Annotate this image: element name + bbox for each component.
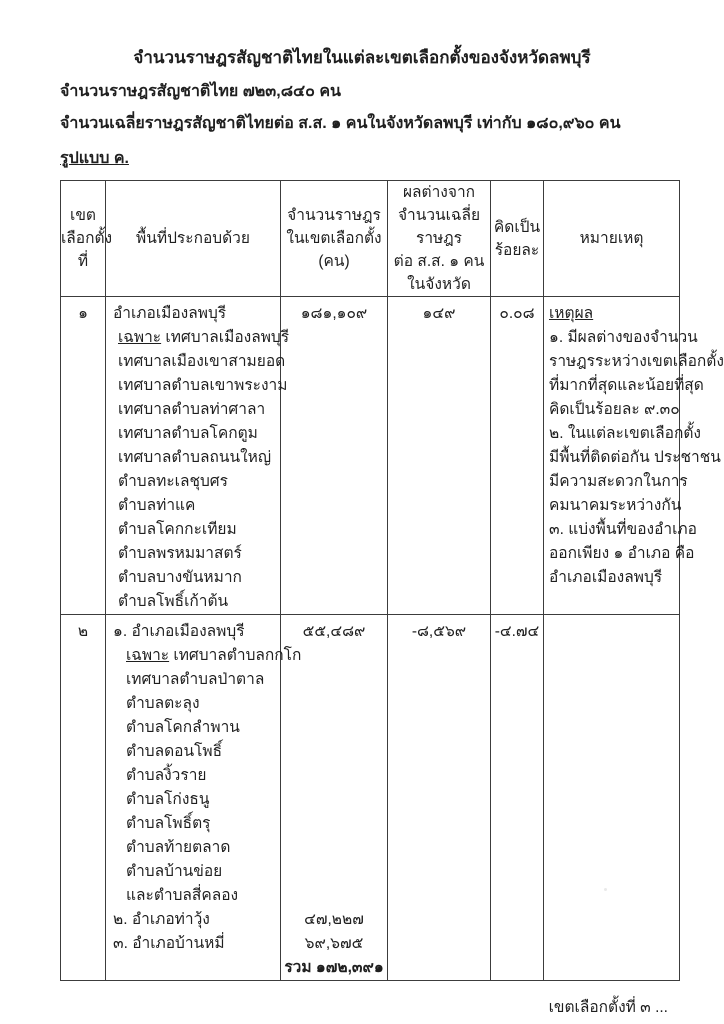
population-cell bbox=[281, 297, 388, 615]
remark-line: ราษฎรระหว่างเขตเลือกตั้ง bbox=[549, 353, 724, 370]
district-number: ๒ bbox=[77, 623, 89, 640]
area-line: ตำบลท่าแค bbox=[118, 497, 196, 514]
header-line: เลือกตั้ง bbox=[61, 230, 113, 247]
header-population bbox=[281, 181, 388, 297]
remark-line: ๑. มีผลต่างของจำนวน bbox=[549, 329, 698, 346]
remark-cell bbox=[544, 615, 680, 981]
difference-cell bbox=[388, 615, 491, 981]
percent-cell bbox=[491, 297, 544, 615]
area-line: เทศบาลตำบลโคกตูม bbox=[118, 425, 258, 442]
format-label: รูปแบบ ค. bbox=[60, 150, 129, 167]
table-row-district-2 bbox=[61, 615, 680, 981]
remark-line: ที่มากที่สุดและน้อยที่สุด bbox=[549, 377, 704, 394]
table-row-district-1 bbox=[61, 297, 680, 615]
percent-cell bbox=[491, 615, 544, 981]
area-line: ๓. อำเภอบ้านหมี่ bbox=[113, 935, 225, 952]
area-line: เฉพาะ เทศบาลเมืองลพบุรี bbox=[118, 329, 290, 346]
population-value bbox=[281, 788, 387, 812]
population-value bbox=[281, 668, 387, 692]
header-district-number bbox=[61, 181, 113, 297]
area-line: ตำบลโพธิ์เก้าต้น bbox=[118, 593, 229, 610]
header-line: เขต bbox=[70, 207, 96, 224]
district-number-cell bbox=[61, 615, 106, 981]
remark-cell bbox=[544, 297, 724, 615]
percent-value: -๔.๗๔ bbox=[494, 623, 540, 640]
area-line: อำเภอเมืองลพบุรี bbox=[113, 305, 227, 322]
population-value bbox=[281, 812, 387, 836]
area-line: เทศบาลตำบลป่าตาล bbox=[126, 671, 265, 688]
population-value bbox=[281, 740, 387, 764]
header-line: จำนวนราษฎร bbox=[287, 207, 381, 224]
election-district-table bbox=[60, 180, 724, 981]
area-line: ตำบลทะเลชุบศร bbox=[118, 473, 228, 490]
remark-line: ๓. แบ่งพื้นที่ของอำเภอ bbox=[549, 521, 697, 538]
population-value bbox=[281, 836, 387, 860]
header-line: (คน) bbox=[318, 253, 350, 270]
area-line: ตำบลบางขันหมาก bbox=[118, 569, 242, 586]
footer-note: เขตเลือกตั้งที่ ๓ ... bbox=[548, 999, 668, 1016]
population-value bbox=[281, 860, 387, 884]
header-line: จำนวนเฉลี่ย bbox=[397, 207, 481, 224]
district-number: ๑ bbox=[78, 305, 88, 322]
header-line: ที่ bbox=[77, 253, 89, 270]
area-line: เทศบาลเมืองเขาสามยอด bbox=[118, 353, 286, 370]
header-difference bbox=[388, 181, 491, 297]
header-line: พื้นที่ประกอบด้วย bbox=[136, 230, 250, 247]
district-number-cell bbox=[61, 297, 106, 615]
remark-line: ออกเพียง ๑ อำเภอ คือ bbox=[549, 545, 695, 562]
area-line: ตำบลพรหมมาสตร์ bbox=[118, 545, 242, 562]
remark-line: คมนาคมระหว่างกัน bbox=[549, 497, 682, 514]
header-line: หมายเหตุ bbox=[579, 230, 644, 247]
table-header-row bbox=[61, 181, 680, 297]
header-line: ผลต่างจาก bbox=[402, 184, 476, 201]
remark-line: มีความสะดวกในการ bbox=[549, 473, 688, 490]
area-line: ตำบลบ้านข่อย bbox=[126, 863, 223, 880]
population-value bbox=[281, 716, 387, 740]
area-line: เทศบาลตำบลเขาพระงาม bbox=[118, 377, 288, 394]
area-line: ตำบลโคกลำพาน bbox=[126, 719, 240, 736]
area-line: ตำบลโคกกะเทียม bbox=[118, 521, 237, 538]
difference-value: ๑๔๙ bbox=[422, 305, 456, 322]
percent-value: ๐.๐๘ bbox=[499, 305, 535, 322]
population-value: รวม ๑๗๒,๓๙๑ bbox=[284, 959, 384, 976]
population-value: ๑๘๑,๑๐๙ bbox=[300, 305, 368, 322]
area-line: เทศบาลตำบลถนนใหญ่ bbox=[118, 449, 272, 466]
population-value bbox=[281, 884, 387, 908]
header-line: ในจังหวัด bbox=[407, 276, 471, 293]
area-line: ตำบลดอนโพธิ์ bbox=[126, 743, 223, 760]
remark-line: เหตุผล bbox=[549, 305, 594, 322]
population-value: ๖๙,๖๗๕ bbox=[304, 935, 364, 952]
population-value: ๕๕,๔๘๙ bbox=[302, 623, 366, 640]
page-title: จำนวนราษฎรสัญชาติไทยในแต่ละเขตเลือกตั้งของจังหวัดลพบุรี bbox=[133, 48, 591, 67]
header-line: ราษฎร bbox=[416, 230, 462, 247]
difference-cell bbox=[388, 297, 491, 615]
average-population-line: จำนวนเฉลี่ยราษฎรสัญชาติไทยต่อ ส.ส. ๑ คนในจังหวัดลพบุรี เท่ากับ ๑๘๐,๙๖๐ คน bbox=[60, 115, 621, 132]
area-line: ตำบลโก่งธนู bbox=[126, 791, 210, 808]
scan-artifact bbox=[604, 888, 607, 891]
remark-line: อำเภอเมืองลพบุรี bbox=[549, 569, 663, 586]
total-population-line: จำนวนราษฎรสัญชาติไทย ๗๒๓,๘๔๐ คน bbox=[60, 83, 341, 100]
area-line: ๑. อำเภอเมืองลพบุรี bbox=[113, 623, 245, 640]
header-line: คิดเป็น bbox=[493, 218, 541, 236]
area-line: และตำบลสี่คลอง bbox=[126, 887, 239, 904]
remark-line: มีพื้นที่ติดต่อกัน ประชาชน bbox=[549, 449, 721, 466]
header-line: ในเขตเลือกตั้ง bbox=[286, 230, 382, 247]
population-value: ๔๗,๒๒๗ bbox=[304, 911, 364, 928]
header-remark bbox=[544, 181, 680, 297]
population-cell bbox=[281, 615, 388, 981]
areas-cell bbox=[106, 297, 290, 615]
area-line: เฉพาะ เทศบาลตำบลกกโก bbox=[126, 647, 302, 664]
remark-line: ๒. ในแต่ละเขตเลือกตั้ง bbox=[549, 425, 701, 442]
population-value bbox=[281, 692, 387, 716]
area-line: ตำบลท้ายตลาด bbox=[126, 839, 231, 856]
area-line: ตำบลงิ้วราย bbox=[126, 767, 207, 784]
area-line: ตำบลตะลุง bbox=[126, 695, 200, 712]
area-line: ๒. อำเภอท่าวุ้ง bbox=[113, 911, 210, 928]
header-areas bbox=[106, 181, 281, 297]
area-line: เทศบาลตำบลท่าศาลา bbox=[118, 401, 266, 418]
header-percent bbox=[491, 181, 544, 297]
header-line: ร้อยละ bbox=[494, 241, 540, 259]
areas-cell bbox=[106, 615, 302, 981]
area-line: ตำบลโพธิ์ตรุ bbox=[126, 815, 211, 832]
header-line: ต่อ ส.ส. ๑ คน bbox=[393, 253, 485, 270]
remark-line: คิดเป็นร้อยละ ๙.๓๐ bbox=[549, 401, 680, 418]
population-value bbox=[281, 764, 387, 788]
difference-value: -๘,๕๖๙ bbox=[411, 623, 467, 640]
